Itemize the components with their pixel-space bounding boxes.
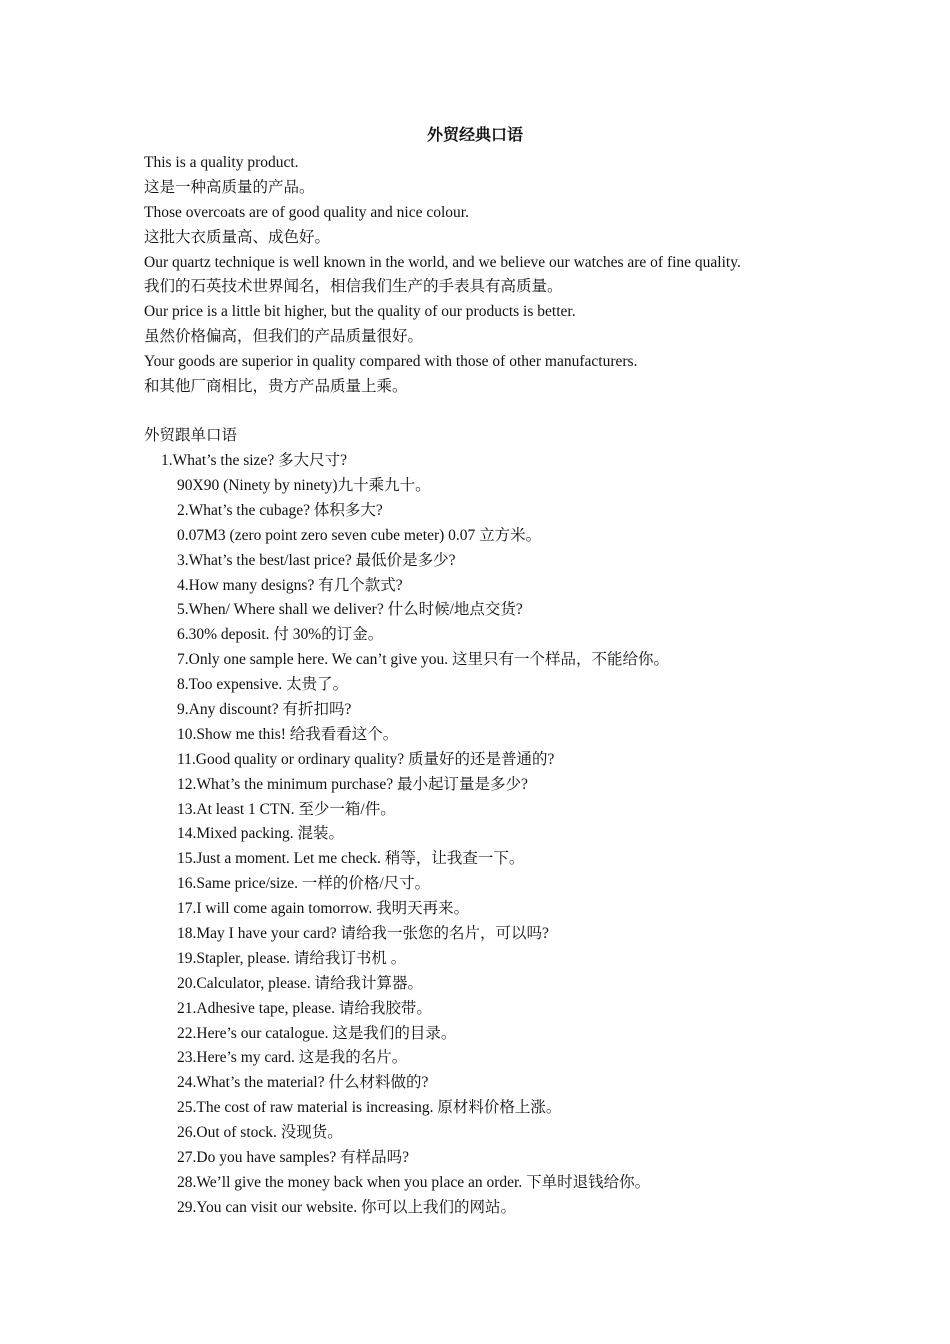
list-item: 19.Stapler, please. 请给我订书机 。	[177, 949, 407, 967]
intro-line: 这是一种高质量的产品。	[144, 178, 315, 196]
intro-line: 虽然价格偏高，但我们的产品质量很好。	[144, 328, 424, 346]
section-heading: 外贸跟单口语	[144, 427, 238, 444]
intro-section	[144, 151, 844, 400]
list-item: 18.May I have your card? 请给我一张您的名片，可以吗?	[177, 925, 549, 943]
list-item: 29.You can visit our website. 你可以上我们的网站。	[177, 1198, 516, 1216]
page-title: 外贸经典口语	[426, 127, 523, 144]
list-item: 10.Show me this! 给我看看这个。	[177, 725, 399, 743]
list-item: 28.We’ll give the money back when you place an order. 下单时退钱给你。	[177, 1173, 651, 1191]
list-item: 13.At least 1 CTN. 至少一箱/件。	[177, 800, 396, 818]
list-item: 7.Only one sample here. We can’t give you. 这里只有一个样品，不能给你。	[177, 651, 669, 669]
list-item: 20.Calculator, please. 请给我计算器。	[177, 974, 424, 992]
list-item: 15.Just a moment. Let me check. 稍等，让我查一下。	[177, 850, 525, 868]
intro-line: 我们的石英技术世界闻名，相信我们生产的手表具有高质量。	[144, 278, 563, 296]
list-item: 6.30% deposit. 付 30%的订金。	[177, 626, 384, 644]
list-item: 2.What’s the cubage? 体积多大?	[177, 501, 383, 519]
list-item: 26.Out of stock. 没现货。	[177, 1124, 343, 1142]
list-item: 1.What’s the size? 多大尺寸?	[161, 452, 347, 469]
intro-line: Your goods are superior in quality compared with those of other manufacturers.	[144, 353, 638, 371]
list-item: 0.07M3 (zero point zero seven cube meter) 0.07 立方米。	[177, 526, 542, 544]
intro-line: Our quartz technique is well known in the world, and we believe our watches are of fine quality.	[144, 253, 741, 271]
phrase-list	[177, 474, 877, 1221]
list-item: 22.Here’s our catalogue. 这是我们的目录。	[177, 1024, 457, 1042]
list-item: 27.Do you have samples? 有样品吗?	[177, 1149, 410, 1167]
intro-line: 这批大衣质量高、成色好。	[144, 228, 331, 246]
intro-line: Those overcoats are of good quality and nice colour.	[144, 203, 469, 221]
list-item: 21.Adhesive tape, please. 请给我胶带。	[177, 999, 432, 1017]
list-item: 17.I will come again tomorrow. 我明天再来。	[177, 900, 470, 918]
list-item: 8.Too expensive. 太贵了。	[177, 676, 349, 694]
list-item: 11.Good quality or ordinary quality? 质量好的还是普通的?	[177, 750, 555, 768]
list-item: 3.What’s the best/last price? 最低价是多少?	[177, 551, 456, 569]
intro-line: Our price is a little bit higher, but the quality of our products is better.	[144, 303, 576, 321]
list-item: 23.Here’s my card. 这是我的名片。	[177, 1049, 408, 1067]
list-item: 14.Mixed packing. 混装。	[177, 825, 345, 843]
list-item: 90X90 (Ninety by ninety)九十乘九十。	[177, 477, 431, 494]
list-item: 5.When/ Where shall we deliver? 什么时候/地点交货?	[177, 601, 523, 619]
list-item: 25.The cost of raw material is increasing. 原材料价格上涨。	[177, 1099, 562, 1117]
list-item: 9.Any discount? 有折扣吗?	[177, 701, 352, 719]
intro-line: This is a quality product.	[144, 154, 299, 171]
list-item: 16.Same price/size. 一样的价格/尺寸。	[177, 875, 431, 893]
list-item: 4.How many designs? 有几个款式?	[177, 576, 403, 594]
list-item: 24.What’s the material? 什么材料做的?	[177, 1074, 429, 1092]
list-item: 12.What’s the minimum purchase? 最小起订量是多少?	[177, 775, 528, 793]
intro-line: 和其他厂商相比，贵方产品质量上乘。	[144, 378, 408, 396]
